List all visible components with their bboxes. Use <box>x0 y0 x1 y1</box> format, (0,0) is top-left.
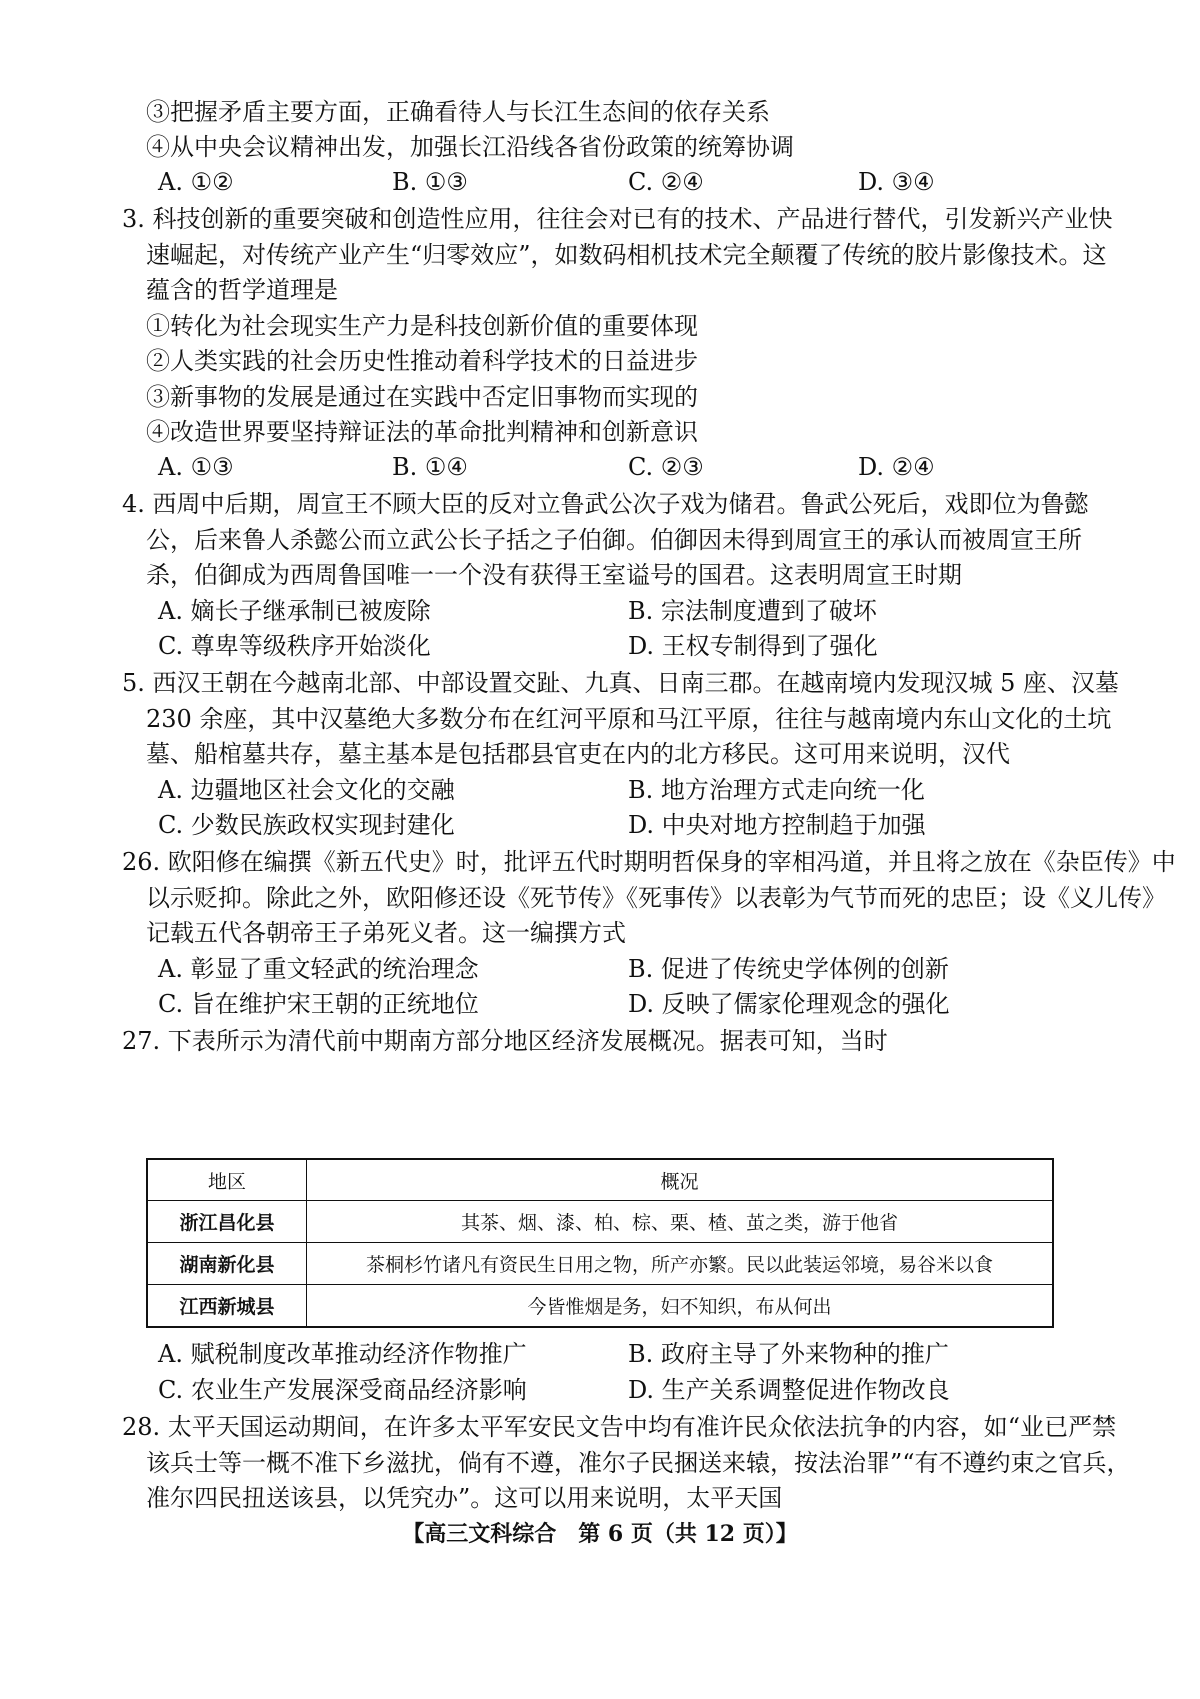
q24-option-a: A. 嫡长子继承制已被废除 <box>158 597 431 625</box>
q25-option-a: A. 边疆地区社会文化的交融 <box>158 776 455 804</box>
table-row <box>147 1243 1053 1285</box>
q22-option-c: C. ②④ <box>628 168 704 196</box>
table-row <box>147 1285 1053 1328</box>
table-header-region: 地区 <box>147 1159 307 1201</box>
q25-option-d: D. 中央对地方控制趋于加强 <box>628 811 926 839</box>
page-footer: 【高三文科综合 第 6 页（共 12 页）】 <box>402 1521 798 1547</box>
q25-option-b: B. 地方治理方式走向统一化 <box>628 776 925 804</box>
q24-stem-line-1: 4. 西周中后期，周宣王不顾大臣的反对立鲁武公次子戏为储君。鲁武公死后，戏即位为鲁懿 <box>122 490 1089 518</box>
table-cell-overview: 今皆惟烟是务，妇不知织，布从何出 <box>307 1285 1054 1328</box>
table-cell-region: 湖南新化县 <box>147 1243 307 1285</box>
q23-option-a: A. ①③ <box>158 453 234 481</box>
q23-stem-line-2: 速崛起，对传统产业产生“归零效应”，如数码相机技术完全颠覆了传统的胶片影像技术。这 <box>146 241 1107 269</box>
table-cell-overview: 茶桐杉竹诸凡有资民生日用之物，所产亦繁。民以此装运邻境，易谷米以食 <box>307 1243 1054 1285</box>
q23-option-b: B. ①④ <box>392 453 468 481</box>
q27-option-a: A. 赋税制度改革推动经济作物推广 <box>158 1340 527 1368</box>
q23-item-3: ③新事物的发展是通过在实践中否定旧事物而实现的 <box>146 383 698 411</box>
q23-item-2: ②人类实践的社会历史性推动着科学技术的日益进步 <box>146 347 698 375</box>
q22-option-a: A. ①② <box>158 168 234 196</box>
q28-stem-line-3: 准尔四民扭送该县，以凭究办”。这可以用来说明，太平天国 <box>146 1484 783 1512</box>
q24-stem-line-2: 公，后来鲁人杀懿公而立武公长子括之子伯御。伯御因未得到周宣王的承认而被周宣王所 <box>146 526 1082 554</box>
q28-stem-line-2: 该兵士等一概不准下乡滋扰，倘有不遵，准尔子民捆送来辕，按法治罪”“有不遵约束之官兵， <box>146 1449 1131 1477</box>
q22-item-4: ④从中央会议精神出发，加强长江沿线各省份政策的统筹协调 <box>146 133 794 161</box>
q22-option-b: B. ①③ <box>392 168 468 196</box>
q23-item-4: ④改造世界要坚持辩证法的革命批判精神和创新意识 <box>146 418 698 446</box>
q24-option-b: B. 宗法制度遭到了破坏 <box>628 597 877 625</box>
q23-option-c: C. ②③ <box>628 453 704 481</box>
q24-stem-line-3: 杀，伯御成为西周鲁国唯一一个没有获得王室谥号的国君。这表明周宣王时期 <box>146 561 962 589</box>
table-row <box>147 1201 1053 1243</box>
q26-option-d: D. 反映了儒家伦理观念的强化 <box>628 990 950 1018</box>
q28-stem-line-1: 28. 太平天国运动期间，在许多太平军安民文告中均有准许民众依法抗争的内容，如“业已严禁 <box>122 1413 1117 1441</box>
q26-option-c: C. 旨在维护宋王朝的正统地位 <box>158 990 479 1018</box>
q27-table <box>146 1158 1054 1328</box>
q23-stem-line-1: 3. 科技创新的重要突破和创造性应用，往往会对已有的技术、产品进行替代，引发新兴产业快 <box>122 205 1113 233</box>
q26-stem-line-1: 26. 欧阳修在编撰《新五代史》时，批评五代时期明哲保身的宰相冯道，并且将之放在《杂臣传》中 <box>122 848 1176 876</box>
q25-stem-line-1: 5. 西汉王朝在今越南北部、中部设置交趾、九真、日南三郡。在越南境内发现汉城 5 座、汉墓 <box>122 669 1120 697</box>
q27-option-b: B. 政府主导了外来物种的推广 <box>628 1340 949 1368</box>
q25-stem-line-3: 墓、船棺墓共存，墓主基本是包括郡县官吏在内的北方移民。这可用来说明，汉代 <box>146 740 1010 768</box>
q23-stem-line-3: 蕴含的哲学道理是 <box>146 276 338 304</box>
q27-option-d: D. 生产关系调整促进作物改良 <box>628 1376 950 1404</box>
q23-option-d: D. ②④ <box>858 453 935 481</box>
q26-stem-line-2: 以示贬抑。除此之外，欧阳修还设《死节传》《死事传》以表彰为气节而死的忠臣；设《义儿传》 <box>146 884 1166 912</box>
q24-option-c: C. 尊卑等级秩序开始淡化 <box>158 632 431 660</box>
table-header-row <box>147 1159 1053 1201</box>
q22-item-3: ③把握矛盾主要方面，正确看待人与长江生态间的依存关系 <box>146 98 770 126</box>
table-cell-overview: 其茶、烟、漆、柏、棕、栗、楂、茧之类，游于他省 <box>307 1201 1054 1243</box>
table-header-overview: 概况 <box>307 1159 1054 1201</box>
q27-stem: 27. 下表所示为清代前中期南方部分地区经济发展概况。据表可知，当时 <box>122 1027 888 1055</box>
q26-stem-line-3: 记载五代各朝帝王子弟死义者。这一编撰方式 <box>146 919 626 947</box>
q23-item-1: ①转化为社会现实生产力是科技创新价值的重要体现 <box>146 312 698 340</box>
q26-option-b: B. 促进了传统史学体例的创新 <box>628 955 949 983</box>
q27-option-c: C. 农业生产发展深受商品经济影响 <box>158 1376 527 1404</box>
table-cell-region: 江西新城县 <box>147 1285 307 1328</box>
q24-option-d: D. 王权专制得到了强化 <box>628 632 878 660</box>
q25-option-c: C. 少数民族政权实现封建化 <box>158 811 455 839</box>
table-cell-region: 浙江昌化县 <box>147 1201 307 1243</box>
q26-option-a: A. 彰显了重文轻武的统治理念 <box>158 955 479 983</box>
q25-stem-line-2: 230 余座，其中汉墓绝大多数分布在红河平原和马江平原，往往与越南境内东山文化的土坑 <box>146 705 1112 733</box>
q22-option-d: D. ③④ <box>858 168 935 196</box>
